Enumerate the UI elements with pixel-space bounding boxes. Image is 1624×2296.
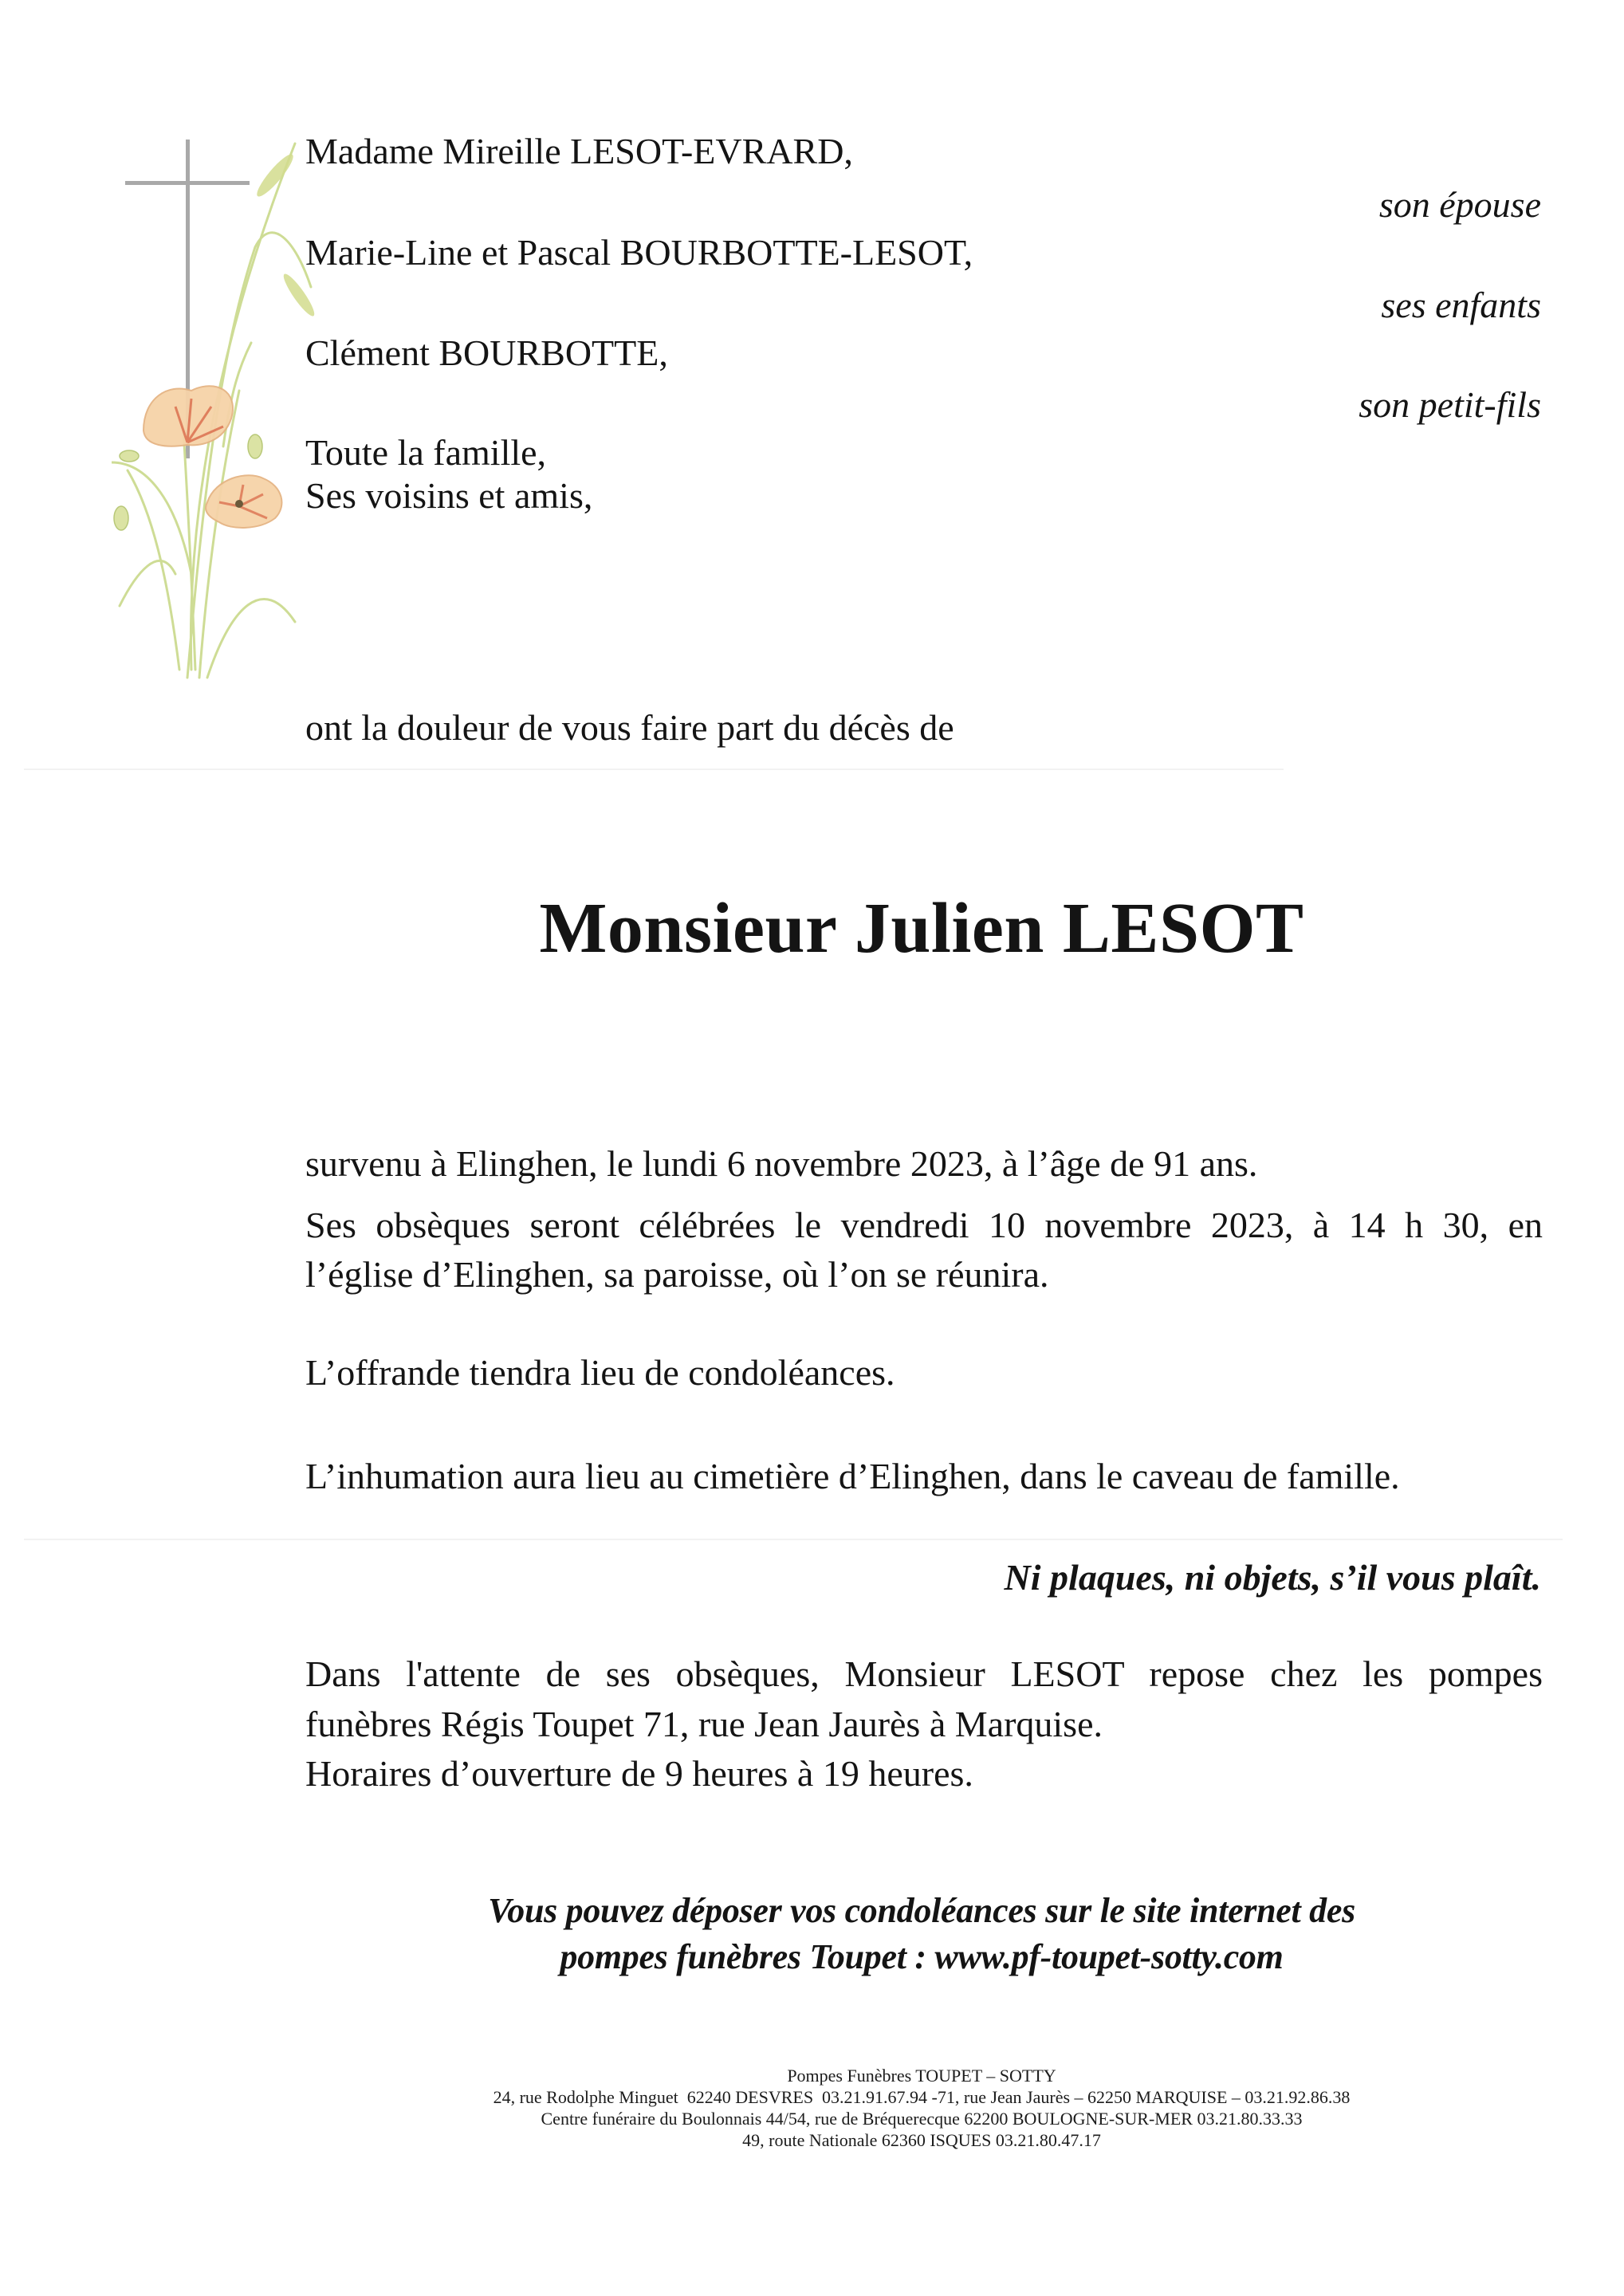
scan-artifact-line	[24, 769, 1284, 770]
footer-address-desvres-marquise: 24, rue Rodolphe Minguet 62240 DESVRES 03.21.91.67.94 -71, rue Jean Jaurès – 62250 MARQUISE – 03.21.92.86.38	[493, 2087, 1351, 2107]
announcement-text: ont la douleur de vous faire part du décès de	[305, 707, 954, 748]
funeral-details-line2: l’église d’Elinghen, sa paroisse, où l’on se réunira.	[305, 1254, 1049, 1295]
cross-with-poppies-icon	[112, 128, 319, 686]
offering-note: L’offrande tiendra lieu de condoléances.	[305, 1352, 895, 1393]
rest-details-line2: funèbres Régis Toupet 71, rue Jean Jaurès à Marquise.	[305, 1704, 1103, 1744]
no-flowers-note: Ni plaques, ni objets, s’il vous plaît.	[1004, 1557, 1541, 1598]
family-line-children: Marie-Line et Pascal BOURBOTTE-LESOT,	[305, 232, 973, 273]
footer-company: Pompes Funèbres TOUPET – SOTTY	[787, 2066, 1056, 2086]
poppy-flower	[206, 475, 281, 528]
family-line-grandson: Clément BOURBOTTE,	[305, 332, 668, 373]
scan-artifact-line	[24, 1539, 1563, 1540]
funeral-details-line1: Ses obsèques seront célébrées le vendredi 10 novembre 2023, à 14 h 30, en	[305, 1205, 1543, 1245]
burial-details: L’inhumation aura lieu au cimetière d’Elinghen, dans le caveau de famille.	[305, 1456, 1400, 1496]
family-line-spouse: Madame Mireille LESOT-EVRARD,	[305, 131, 853, 171]
death-details: survenu à Elinghen, le lundi 6 novembre 2023, à l’âge de 91 ans.	[305, 1143, 1258, 1184]
family-line-family: Toute la famille,	[305, 432, 547, 473]
condolences-line2[interactable]: pompes funèbres Toupet : www.pf-toupet-sotty.com	[560, 1937, 1284, 1976]
cross-horizontal-bar	[125, 181, 250, 185]
rest-details-line1: Dans l'attente de ses obsèques, Monsieur LESOT repose chez les pompes	[305, 1653, 1543, 1694]
opening-hours: Horaires d’ouverture de 9 heures à 19 heures.	[305, 1753, 973, 1794]
footer-address-isques: 49, route Nationale 62360 ISQUES 03.21.80.47.17	[742, 2130, 1101, 2150]
family-line-neighbors: Ses voisins et amis,	[305, 475, 593, 516]
footer-address-boulogne: Centre funéraire du Boulonnais 44/54, rue de Bréquerecque 62200 BOULOGNE-SUR-MER 03.21.80.33.33	[541, 2109, 1303, 2129]
deceased-name: Monsieur Julien LESOT	[539, 889, 1304, 968]
relation-children: ses enfants	[1381, 285, 1541, 325]
poppy-flower	[144, 386, 233, 446]
condolences-line1: Vous pouvez déposer vos condoléances sur le site internet des	[488, 1891, 1355, 1930]
relation-spouse: son épouse	[1378, 184, 1541, 225]
relation-grandson: son petit-fils	[1359, 384, 1541, 425]
